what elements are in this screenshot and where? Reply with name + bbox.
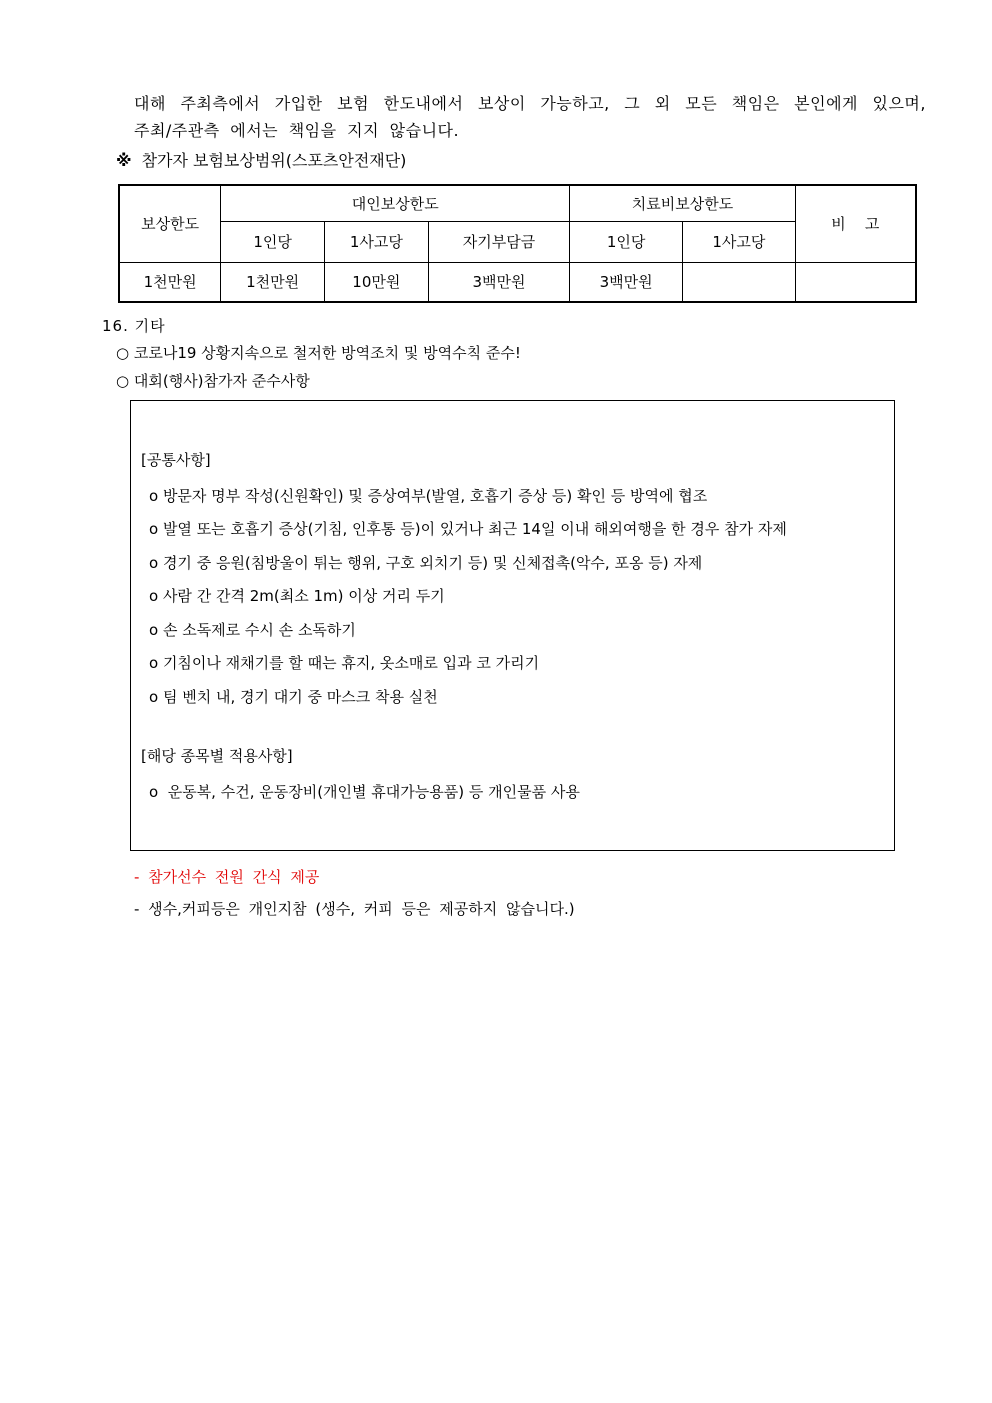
remarks-label: 비 고 bbox=[831, 215, 880, 234]
common-rule-item: o 발열 또는 호흡기 증상(기침, 인후통 등)이 있거나 최근 14일 이내 해외여행을 한 경우 참가 자제 bbox=[149, 520, 787, 538]
intro-word: 가입한 bbox=[274, 94, 323, 113]
intro-word: 그 bbox=[624, 94, 641, 113]
section-16-item: ○ 코로나19 상황지속으로 철저한 방역조치 및 방역수칙 준수! bbox=[116, 344, 521, 362]
group-header-personal: 대인보상한도 bbox=[221, 185, 570, 222]
participant-rules-box bbox=[130, 400, 895, 851]
common-rule-item: o 손 소독제로 수시 손 소독하기 bbox=[149, 621, 356, 639]
intro-line-2: 주최/주관측 에서는 책임을 지지 않습니다. bbox=[134, 121, 460, 140]
remarks-value-cell bbox=[682, 262, 795, 302]
intro-word: 외 bbox=[654, 94, 671, 113]
remarks-header bbox=[795, 185, 916, 262]
insurance-table bbox=[118, 184, 917, 303]
snack-notice: - 참가선수 전원 간식 제공 bbox=[134, 868, 320, 886]
sub-header-cell: 자기부담금 bbox=[428, 222, 570, 263]
common-rule-item: o 방문자 명부 작성(신원확인) 및 증상여부(발열, 호흡기 증상 등) 확인 등 방역에 협조 bbox=[149, 487, 708, 505]
water-coffee-notice: - 생수,커피등은 개인지참 (생수, 커피 등은 제공하지 않습니다.) bbox=[134, 900, 575, 918]
row-header-cell: 보상한도 bbox=[119, 185, 221, 262]
intro-word: 책임은 bbox=[731, 94, 780, 113]
intro-word: 있으며, bbox=[872, 94, 926, 113]
intro-word: 대해 bbox=[134, 94, 166, 113]
intro-word: 모든 bbox=[685, 94, 718, 113]
common-rule-item: o 팀 벤치 내, 경기 대기 중 마스크 착용 실천 bbox=[149, 688, 438, 706]
sub-header-cell: 1사고당 bbox=[324, 222, 428, 263]
insurance-note bbox=[116, 148, 406, 171]
reference-mark-icon: ※ bbox=[116, 151, 132, 170]
intro-word: 가능하고, bbox=[540, 94, 610, 113]
value-cell: 1천만원 bbox=[119, 262, 221, 302]
intro-word: 한도내에서 bbox=[383, 94, 464, 113]
value-cell: 3백만원 bbox=[570, 262, 683, 302]
sub-header-cell: 1사고당 bbox=[682, 222, 795, 263]
common-rules-title: [공통사항] bbox=[141, 451, 211, 469]
section-16-item: ○ 대회(행사)참가자 준수사항 bbox=[116, 372, 310, 390]
value-cell: 10만원 bbox=[324, 262, 428, 302]
intro-word: 보상이 bbox=[477, 94, 526, 113]
common-rule-item: o 기침이나 재채기를 할 때는 휴지, 옷소매로 입과 코 가리기 bbox=[149, 654, 540, 672]
group-header-medical: 치료비보상한도 bbox=[570, 185, 795, 222]
value-cell: 3백만원 bbox=[428, 262, 570, 302]
insurance-note-text: 참가자 보험보상범위(스포츠안전재단) bbox=[141, 151, 407, 170]
sport-rule-item: o 운동복, 수건, 운동장비(개인별 휴대가능용품) 등 개인물품 사용 bbox=[149, 783, 580, 801]
value-cell: 1천만원 bbox=[221, 262, 325, 302]
common-rule-item: o 경기 중 응원(침방울이 튀는 행위, 구호 외치기 등) 및 신체접촉(악수, 포옹 등) 자제 bbox=[149, 554, 703, 572]
intro-word: 주최측에서 bbox=[180, 94, 261, 113]
intro-word: 보험 bbox=[337, 94, 370, 113]
common-rule-item: o 사람 간 간격 2m(최소 1m) 이상 거리 두기 bbox=[149, 587, 445, 605]
intro-word: 본인에게 bbox=[794, 94, 858, 113]
sport-rules-title: [해당 종목별 적용사항] bbox=[141, 747, 293, 765]
intro-line-1 bbox=[134, 91, 926, 114]
sub-header-cell: 1인당 bbox=[221, 222, 325, 263]
sub-header-cell: 1인당 bbox=[570, 222, 683, 263]
section-16-title: 16. 기타 bbox=[102, 317, 166, 335]
